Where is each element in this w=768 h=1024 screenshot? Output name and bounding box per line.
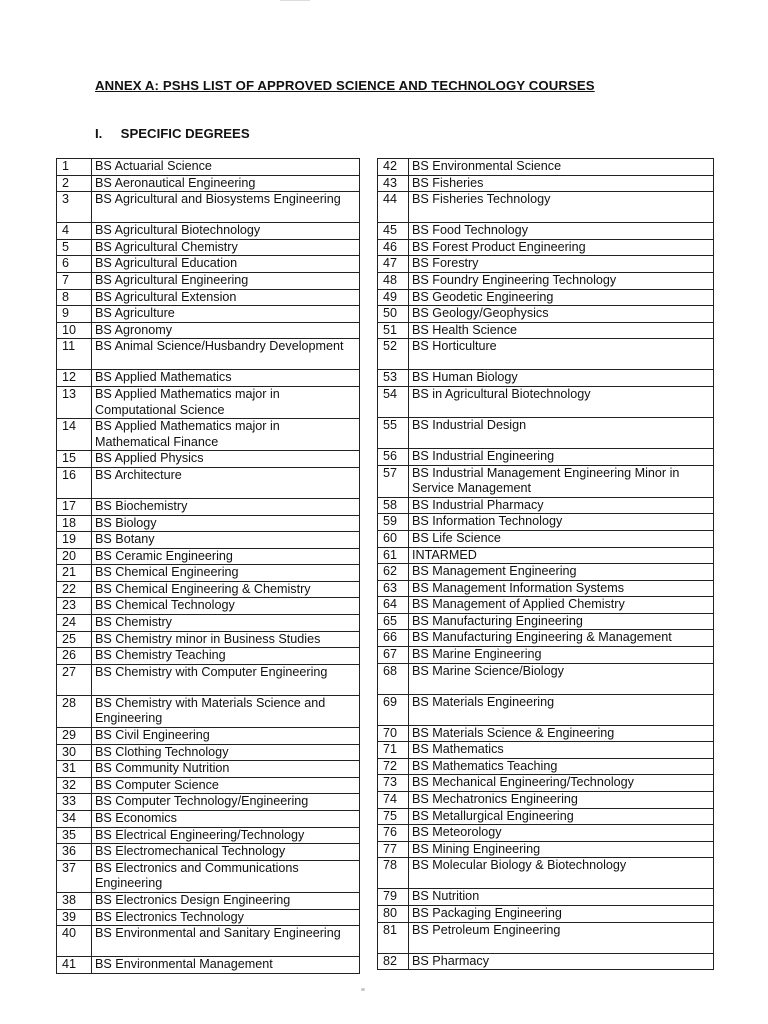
table-row: [378, 192, 714, 223]
course-name: BS Agricultural Education: [92, 256, 360, 273]
course-number: 16: [57, 467, 92, 498]
course-name: BS Industrial Pharmacy: [409, 497, 714, 514]
table-row: [378, 808, 714, 825]
course-number: 48: [378, 272, 409, 289]
course-name: BS Fisheries: [409, 175, 714, 192]
table-row: [57, 548, 360, 565]
course-name: BS Management Engineering: [409, 564, 714, 581]
course-number: 79: [378, 889, 409, 906]
course-number: 49: [378, 289, 409, 306]
table-row: [57, 306, 360, 323]
course-number: 21: [57, 565, 92, 582]
table-row: [378, 514, 714, 531]
course-name: BS Pharmacy: [409, 953, 714, 970]
course-number: 24: [57, 615, 92, 632]
course-name: BS Information Technology: [409, 514, 714, 531]
table-row: [57, 648, 360, 665]
table-row: [57, 777, 360, 794]
table-row: [378, 742, 714, 759]
course-name: BS Environmental Science: [409, 159, 714, 176]
course-name: BS Molecular Biology & Biotechnology: [409, 858, 714, 889]
course-name: BS Nutrition: [409, 889, 714, 906]
course-number: 26: [57, 648, 92, 665]
table-row: [57, 811, 360, 828]
table-row: [378, 417, 714, 448]
course-name: BS Manufacturing Engineering: [409, 613, 714, 630]
course-name: BS Agronomy: [92, 322, 360, 339]
table-row: [378, 663, 714, 694]
table-row: [57, 598, 360, 615]
course-number: 3: [57, 192, 92, 223]
table-row: [378, 175, 714, 192]
course-number: 42: [378, 159, 409, 176]
course-number: 12: [57, 370, 92, 387]
table-row: [378, 547, 714, 564]
course-number: 1: [57, 159, 92, 176]
course-name: BS Agricultural Chemistry: [92, 239, 360, 256]
course-number: 4: [57, 223, 92, 240]
table-row: [378, 448, 714, 465]
table-row: [57, 794, 360, 811]
course-name: BS Horticulture: [409, 339, 714, 370]
course-name: BS Ceramic Engineering: [92, 548, 360, 565]
course-number: 36: [57, 844, 92, 861]
table-row: [378, 858, 714, 889]
course-number: 51: [378, 322, 409, 339]
table-row: [378, 580, 714, 597]
course-name: BS Marine Engineering: [409, 647, 714, 664]
course-number: 53: [378, 370, 409, 387]
table-row: [57, 515, 360, 532]
course-number: 60: [378, 530, 409, 547]
course-name: BS Aeronautical Engineering: [92, 175, 360, 192]
course-number: 57: [378, 465, 409, 497]
course-number: 11: [57, 339, 92, 370]
course-name: BS Environmental and Sanitary Engineering: [92, 926, 360, 957]
course-name: BS Foundry Engineering Technology: [409, 272, 714, 289]
course-number: 70: [378, 725, 409, 742]
course-name: BS Industrial Engineering: [409, 448, 714, 465]
table-row: [57, 451, 360, 468]
table-row: [378, 613, 714, 630]
table-row: [378, 497, 714, 514]
course-number: 78: [378, 858, 409, 889]
scan-speck: [361, 988, 365, 991]
course-number: 27: [57, 664, 92, 695]
course-name: BS Biochemistry: [92, 498, 360, 515]
section-number: I.: [95, 126, 103, 141]
table-row: [57, 272, 360, 289]
table-row: [57, 909, 360, 926]
table-row: [378, 465, 714, 497]
course-number: 74: [378, 792, 409, 809]
table-row: [57, 175, 360, 192]
table-row: [378, 953, 714, 970]
course-number: 71: [378, 742, 409, 759]
course-name: BS Applied Mathematics major in Mathematical Finance: [92, 419, 360, 451]
course-number: 52: [378, 339, 409, 370]
course-name: BS Electrical Engineering/Technology: [92, 827, 360, 844]
course-number: 50: [378, 306, 409, 323]
course-number: 61: [378, 547, 409, 564]
course-name: BS Electronics Design Engineering: [92, 892, 360, 909]
table-row: [57, 744, 360, 761]
course-name: BS Marine Science/Biology: [409, 663, 714, 694]
course-name: BS Clothing Technology: [92, 744, 360, 761]
course-name: BS Community Nutrition: [92, 761, 360, 778]
course-number: 8: [57, 289, 92, 306]
course-name: BS Electromechanical Technology: [92, 844, 360, 861]
course-number: 2: [57, 175, 92, 192]
course-number: 38: [57, 892, 92, 909]
course-name: BS Industrial Design: [409, 417, 714, 448]
table-row: [57, 957, 360, 974]
course-number: 32: [57, 777, 92, 794]
course-name: BS Electronics Technology: [92, 909, 360, 926]
course-name: BS Chemistry minor in Business Studies: [92, 631, 360, 648]
course-name: BS Food Technology: [409, 223, 714, 240]
course-number: 7: [57, 272, 92, 289]
course-name: BS Biology: [92, 515, 360, 532]
table-row: [57, 532, 360, 549]
table-row: [57, 827, 360, 844]
course-number: 73: [378, 775, 409, 792]
table-row: [378, 159, 714, 176]
table-row: [378, 630, 714, 647]
table-row: [378, 792, 714, 809]
course-name: BS Manufacturing Engineering & Management: [409, 630, 714, 647]
course-name: BS Environmental Management: [92, 957, 360, 974]
course-number: 40: [57, 926, 92, 957]
course-name: BS Mathematics: [409, 742, 714, 759]
course-number: 82: [378, 953, 409, 970]
course-name: BS Petroleum Engineering: [409, 922, 714, 953]
table-row: [57, 631, 360, 648]
course-name: BS Computer Technology/Engineering: [92, 794, 360, 811]
course-name: BS in Agricultural Biotechnology: [409, 386, 714, 417]
table-row: [57, 581, 360, 598]
course-name: BS Chemistry: [92, 615, 360, 632]
section-label: SPECIFIC DEGREES: [120, 126, 250, 141]
course-number: 58: [378, 497, 409, 514]
course-number: 43: [378, 175, 409, 192]
table-row: [378, 256, 714, 273]
course-number: 37: [57, 860, 92, 892]
table-row: [57, 565, 360, 582]
course-number: 30: [57, 744, 92, 761]
course-number: 13: [57, 386, 92, 418]
course-number: 20: [57, 548, 92, 565]
table-row: [57, 386, 360, 418]
table-row: [57, 844, 360, 861]
table-row: [378, 306, 714, 323]
course-number: 44: [378, 192, 409, 223]
table-row: [57, 664, 360, 695]
course-name: BS Human Biology: [409, 370, 714, 387]
course-number: 22: [57, 581, 92, 598]
course-name: BS Applied Mathematics: [92, 370, 360, 387]
course-number: 62: [378, 564, 409, 581]
course-number: 14: [57, 419, 92, 451]
course-number: 67: [378, 647, 409, 664]
course-number: 56: [378, 448, 409, 465]
table-row: [378, 725, 714, 742]
course-number: 66: [378, 630, 409, 647]
course-name: BS Botany: [92, 532, 360, 549]
course-number: 31: [57, 761, 92, 778]
course-name: BS Chemistry with Computer Engineering: [92, 664, 360, 695]
course-name: BS Chemical Engineering: [92, 565, 360, 582]
table-row: [57, 419, 360, 451]
table-row: [378, 841, 714, 858]
table-row: [57, 223, 360, 240]
course-name: BS Health Science: [409, 322, 714, 339]
table-row: [378, 906, 714, 923]
course-name: INTARMED: [409, 547, 714, 564]
course-name: BS Civil Engineering: [92, 728, 360, 745]
table-row: [57, 256, 360, 273]
course-number: 63: [378, 580, 409, 597]
course-name: BS Mechatronics Engineering: [409, 792, 714, 809]
course-name: BS Life Science: [409, 530, 714, 547]
table-row: [57, 761, 360, 778]
table-row: [57, 926, 360, 957]
course-number: 17: [57, 498, 92, 515]
table-row: [378, 289, 714, 306]
table-row: [57, 289, 360, 306]
course-name: BS Materials Engineering: [409, 694, 714, 725]
table-row: [378, 239, 714, 256]
table-row: [378, 564, 714, 581]
course-number: 75: [378, 808, 409, 825]
course-name: BS Chemistry with Materials Science and Engineering: [92, 695, 360, 727]
table-row: [57, 159, 360, 176]
table-row: [378, 825, 714, 842]
course-number: 80: [378, 906, 409, 923]
table-row: [378, 530, 714, 547]
course-table-left: [56, 158, 360, 974]
course-name: BS Applied Physics: [92, 451, 360, 468]
course-number: 19: [57, 532, 92, 549]
course-name: BS Agricultural Extension: [92, 289, 360, 306]
course-number: 81: [378, 922, 409, 953]
table-row: [57, 615, 360, 632]
course-name: BS Forestry: [409, 256, 714, 273]
course-name: BS Geology/Geophysics: [409, 306, 714, 323]
course-name: BS Architecture: [92, 467, 360, 498]
table-row: [378, 223, 714, 240]
table-row: [57, 892, 360, 909]
table-row: [378, 758, 714, 775]
course-number: 68: [378, 663, 409, 694]
course-name: BS Agricultural Engineering: [92, 272, 360, 289]
course-name: BS Chemical Engineering & Chemistry: [92, 581, 360, 598]
course-name: BS Agricultural and Biosystems Engineering: [92, 192, 360, 223]
course-name: BS Applied Mathematics major in Computational Science: [92, 386, 360, 418]
course-name: BS Computer Science: [92, 777, 360, 794]
table-row: [57, 239, 360, 256]
table-row: [378, 647, 714, 664]
course-number: 47: [378, 256, 409, 273]
course-name: BS Geodetic Engineering: [409, 289, 714, 306]
course-number: 45: [378, 223, 409, 240]
course-name: BS Metallurgical Engineering: [409, 808, 714, 825]
table-row: [57, 860, 360, 892]
table-row: [378, 775, 714, 792]
course-name: BS Materials Science & Engineering: [409, 725, 714, 742]
course-number: 72: [378, 758, 409, 775]
course-number: 25: [57, 631, 92, 648]
table-row: [57, 192, 360, 223]
course-number: 15: [57, 451, 92, 468]
course-name: BS Animal Science/Husbandry Development: [92, 339, 360, 370]
course-name: BS Meteorology: [409, 825, 714, 842]
course-number: 54: [378, 386, 409, 417]
course-name: BS Agriculture: [92, 306, 360, 323]
course-number: 35: [57, 827, 92, 844]
table-row: [378, 339, 714, 370]
course-number: 18: [57, 515, 92, 532]
course-number: 28: [57, 695, 92, 727]
page-title: ANNEX A: PSHS LIST OF APPROVED SCIENCE AND TECHNOLOGY COURSES: [95, 78, 595, 93]
table-row: [378, 370, 714, 387]
course-name: BS Mathematics Teaching: [409, 758, 714, 775]
course-number: 29: [57, 728, 92, 745]
course-name: BS Mechanical Engineering/Technology: [409, 775, 714, 792]
table-row: [378, 322, 714, 339]
course-number: 23: [57, 598, 92, 615]
table-row: [57, 370, 360, 387]
course-number: 34: [57, 811, 92, 828]
table-row: [378, 386, 714, 417]
course-number: 33: [57, 794, 92, 811]
table-row: [57, 339, 360, 370]
course-name: BS Economics: [92, 811, 360, 828]
course-number: 41: [57, 957, 92, 974]
course-name: BS Chemical Technology: [92, 598, 360, 615]
table-row: [378, 922, 714, 953]
table-row: [378, 889, 714, 906]
course-name: BS Agricultural Biotechnology: [92, 223, 360, 240]
table-row: [378, 597, 714, 614]
course-number: 59: [378, 514, 409, 531]
course-number: 39: [57, 909, 92, 926]
course-name: BS Forest Product Engineering: [409, 239, 714, 256]
table-row: [378, 694, 714, 725]
table-row: [378, 272, 714, 289]
course-name: BS Electronics and Communications Engineering: [92, 860, 360, 892]
course-number: 65: [378, 613, 409, 630]
course-number: 55: [378, 417, 409, 448]
table-row: [57, 728, 360, 745]
course-number: 76: [378, 825, 409, 842]
course-name: BS Chemistry Teaching: [92, 648, 360, 665]
table-row: [57, 322, 360, 339]
course-name: BS Actuarial Science: [92, 159, 360, 176]
course-number: 6: [57, 256, 92, 273]
course-number: 9: [57, 306, 92, 323]
course-name: BS Fisheries Technology: [409, 192, 714, 223]
section-heading: [95, 126, 250, 141]
course-name: BS Industrial Management Engineering Minor in Service Management: [409, 465, 714, 497]
table-row: [57, 695, 360, 727]
course-number: 10: [57, 322, 92, 339]
course-name: BS Packaging Engineering: [409, 906, 714, 923]
page-edge-mark: [280, 0, 310, 7]
course-number: 46: [378, 239, 409, 256]
course-name: BS Management Information Systems: [409, 580, 714, 597]
course-name: BS Mining Engineering: [409, 841, 714, 858]
course-number: 69: [378, 694, 409, 725]
course-number: 77: [378, 841, 409, 858]
course-table-right: [377, 158, 714, 970]
course-number: 64: [378, 597, 409, 614]
table-row: [57, 498, 360, 515]
table-row: [57, 467, 360, 498]
course-name: BS Management of Applied Chemistry: [409, 597, 714, 614]
course-number: 5: [57, 239, 92, 256]
